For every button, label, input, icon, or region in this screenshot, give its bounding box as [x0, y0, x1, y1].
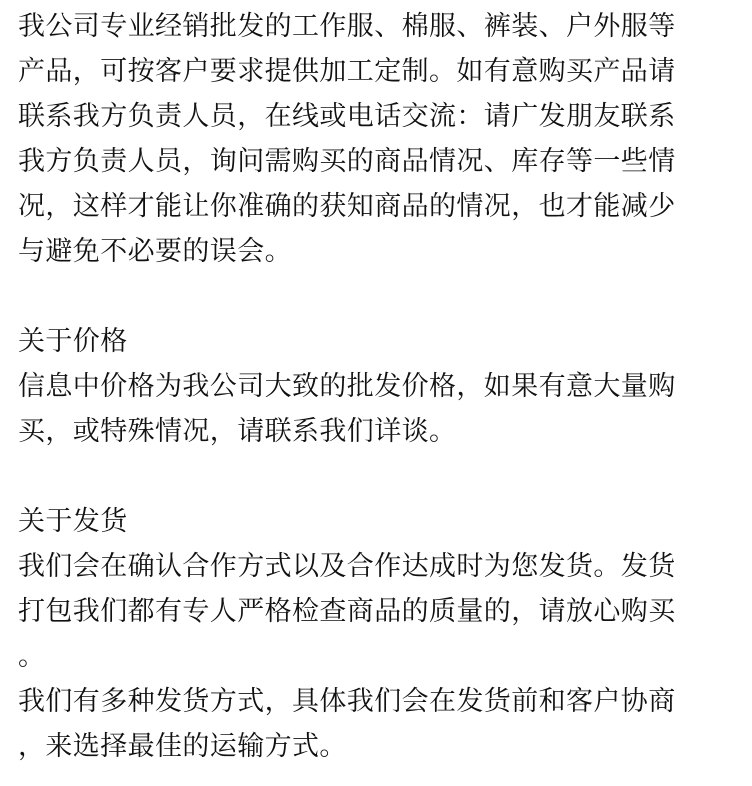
intro-paragraph [18, 4, 734, 274]
shipping-line: 。 [18, 641, 46, 672]
pricing-line: 信息中价格为我公司大致的批发价格，如果有意大量购 [18, 371, 676, 402]
intro-line: 与避免不必要的误会。 [18, 236, 292, 267]
shipping-line: 我们有多种发货方式，具体我们会在发货前和客户协商 [18, 686, 676, 717]
shipping-line: ，来选择最佳的运输方式。 [18, 731, 347, 762]
intro-line: 我公司专业经销批发的工作服、棉服、裤装、户外服等 [18, 11, 676, 42]
shipping-section [18, 499, 734, 769]
pricing-section [18, 319, 734, 454]
pricing-heading: 关于价格 [18, 326, 128, 357]
shipping-line: 我们会在确认合作方式以及合作达成时为您发货。发货 [18, 551, 676, 582]
shipping-heading: 关于发货 [18, 506, 128, 537]
intro-line: 况，这样才能让你准确的获知商品的情况，也才能减少 [18, 191, 676, 222]
shipping-line: 打包我们都有专人严格检查商品的质量的，请放心购买 [18, 596, 676, 627]
intro-line: 联系我方负责人员，在线或电话交流：请广发朋友联系 [18, 101, 676, 132]
section-spacer [18, 274, 734, 319]
intro-line: 我方负责人员，询问需购买的商品情况、库存等一些情 [18, 146, 676, 177]
intro-line: 产品，可按客户要求提供加工定制。如有意购买产品请 [18, 56, 676, 87]
section-spacer [18, 454, 734, 499]
pricing-line: 买，或特殊情况，请联系我们详谈。 [18, 416, 457, 447]
